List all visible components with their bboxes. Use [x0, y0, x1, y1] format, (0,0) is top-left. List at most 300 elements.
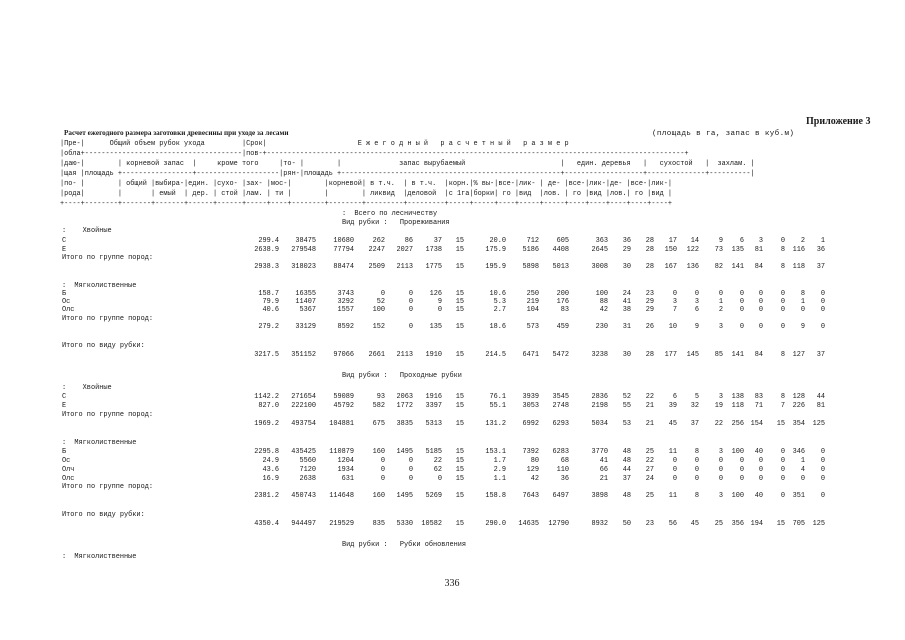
table-cell: 44: [816, 393, 825, 401]
table-cell: 36: [560, 475, 569, 483]
table-cell: 100: [731, 492, 744, 500]
table-cell: 36: [622, 237, 631, 245]
table-cell: 8: [694, 448, 699, 456]
table-cell: 0: [820, 323, 825, 331]
appendix-label: Приложение 3: [806, 116, 871, 127]
table-cell: 85: [714, 351, 723, 359]
table-cell: 38: [622, 306, 631, 314]
table-cell: Б: [62, 290, 67, 298]
table-cell: 0: [800, 475, 805, 483]
table-cell: 2027: [396, 246, 413, 254]
table-cell: 15: [455, 393, 464, 401]
table-cell: 1775: [425, 263, 442, 271]
table-cell: 7392: [522, 448, 539, 456]
table-cell: 48: [622, 457, 631, 465]
table-cell: 2836: [591, 393, 608, 401]
table-cell: 0: [780, 298, 785, 306]
table-cell: 15: [455, 351, 464, 359]
table-cell: 15: [455, 457, 464, 465]
table-cell: Ос: [62, 457, 71, 465]
table-cell: 45: [668, 420, 677, 428]
table-cell: 0: [739, 323, 744, 331]
table-cell: 2645: [591, 246, 608, 254]
table-cell: 3397: [425, 402, 442, 410]
table-cell: 3008: [591, 263, 608, 271]
table-cell: 83: [754, 393, 763, 401]
table-cell: 138: [731, 393, 744, 401]
table-cell: 29: [622, 246, 631, 254]
table-cell: 573: [526, 323, 539, 331]
table-cell: 3: [718, 448, 723, 456]
total-label: Итого по виду рубки:: [62, 342, 145, 350]
cut-type-heading: Вид рубки : Рубки обновления: [342, 541, 467, 549]
table-cell: 0: [739, 475, 744, 483]
table-cell: 10582: [421, 520, 442, 528]
table-cell: 271654: [291, 393, 316, 401]
table-cell: 8: [780, 393, 785, 401]
table-cell: 15: [455, 402, 464, 410]
table-cell: 131.2: [485, 420, 506, 428]
table-cell: 605: [556, 237, 569, 245]
table-cell: 135: [731, 246, 744, 254]
table-cell: 3835: [396, 420, 413, 428]
table-cell: 160: [372, 448, 385, 456]
group-label: : Мягколиственные: [62, 439, 137, 447]
table-cell: 0: [780, 290, 785, 298]
table-cell: 81: [754, 246, 763, 254]
table-cell: 1738: [425, 246, 442, 254]
table-cell: 176: [556, 298, 569, 306]
table-cell: 0: [800, 306, 805, 314]
table-cell: 493754: [291, 420, 316, 428]
table-cell: 195.9: [485, 263, 506, 271]
table-cell: 3770: [591, 448, 608, 456]
table-cell: 55: [622, 402, 631, 410]
table-cell: 0: [672, 466, 677, 474]
table-cell: 835: [372, 520, 385, 528]
table-cell: 0: [380, 475, 385, 483]
table-cell: 3743: [337, 290, 354, 298]
table-cell: Олс: [62, 306, 75, 314]
table-cell: 40.6: [262, 306, 279, 314]
table-cell: 23: [645, 520, 654, 528]
table-cell: 3: [718, 393, 723, 401]
table-cell: 9: [800, 323, 805, 331]
table-cell: 37: [622, 475, 631, 483]
table-cell: 3898: [591, 492, 608, 500]
table-cell: 48: [622, 492, 631, 500]
table-cell: 11: [668, 448, 677, 456]
table-cell: 0: [820, 290, 825, 298]
table-cell: 8592: [337, 323, 354, 331]
table-cell: 127: [792, 351, 805, 359]
table-cell: 15: [455, 306, 464, 314]
table-cell: 14635: [518, 520, 539, 528]
table-cell: 7: [672, 306, 677, 314]
table-cell: 0: [780, 237, 785, 245]
report-table: [60, 140, 840, 580]
table-cell: 77794: [333, 246, 354, 254]
table-cell: 177: [664, 351, 677, 359]
cut-type-heading: Вид рубки : Прореживания: [342, 219, 450, 227]
table-cell: 290.0: [485, 520, 506, 528]
table-cell: 8: [800, 290, 805, 298]
table-cell: 2198: [591, 402, 608, 410]
table-cell: 28: [645, 246, 654, 254]
table-cell: 0: [694, 475, 699, 483]
table-cell: 1: [800, 298, 805, 306]
table-cell: 141: [731, 263, 744, 271]
table-cell: 0: [408, 306, 413, 314]
table-cell: 152: [372, 323, 385, 331]
total-row: [60, 492, 840, 501]
table-cell: 194: [750, 520, 763, 528]
table-cell: 5: [694, 393, 699, 401]
table-row: [60, 393, 840, 402]
table-cell: 122: [686, 246, 699, 254]
table-cell: 25: [645, 492, 654, 500]
table-cell: 14: [690, 237, 699, 245]
table-row: [60, 457, 840, 466]
table-cell: 4: [800, 466, 805, 474]
table-cell: 0: [820, 475, 825, 483]
table-cell: 2.9: [493, 466, 506, 474]
table-cell: 450743: [291, 492, 316, 500]
units-note: (площадь в га, запас в куб.м): [652, 130, 795, 138]
table-cell: 136: [686, 263, 699, 271]
table-cell: 712: [526, 237, 539, 245]
table-cell: 175.9: [485, 246, 506, 254]
table-cell: 351: [792, 492, 805, 500]
table-cell: 5330: [396, 520, 413, 528]
table-cell: 10.6: [489, 290, 506, 298]
table-cell: 25: [714, 520, 723, 528]
total-row: [60, 520, 840, 529]
table-cell: 128: [792, 393, 805, 401]
table-cell: 5186: [522, 246, 539, 254]
table-cell: 15: [455, 520, 464, 528]
table-cell: 118: [792, 263, 805, 271]
table-cell: 97066: [333, 351, 354, 359]
table-cell: 827.0: [258, 402, 279, 410]
table-cell: 150: [664, 246, 677, 254]
table-cell: 158.7: [258, 290, 279, 298]
table-cell: Е: [62, 402, 67, 410]
table-cell: 22: [645, 393, 654, 401]
table-cell: 25: [645, 448, 654, 456]
table-cell: 2938.3: [254, 263, 279, 271]
table-cell: 0: [408, 298, 413, 306]
table-cell: 15: [455, 263, 464, 271]
table-row: [60, 448, 840, 457]
table-cell: 48: [622, 448, 631, 456]
table-cell: 6283: [552, 448, 569, 456]
table-cell: 145: [686, 351, 699, 359]
table-cell: 23: [645, 290, 654, 298]
table-cell: 24: [645, 475, 654, 483]
table-cell: 43.6: [262, 466, 279, 474]
table-cell: 42: [530, 475, 539, 483]
table-cell: 11: [668, 492, 677, 500]
table-cell: Б: [62, 448, 67, 456]
table-cell: 5898: [522, 263, 539, 271]
table-cell: 2638.9: [254, 246, 279, 254]
table-cell: 9: [437, 298, 442, 306]
table-row: [60, 475, 840, 484]
table-cell: 0: [820, 448, 825, 456]
table-cell: 37: [816, 351, 825, 359]
table-cell: 135: [429, 323, 442, 331]
table-cell: 22: [714, 420, 723, 428]
table-cell: 4350.4: [254, 520, 279, 528]
table-cell: 56: [668, 520, 677, 528]
table-cell: 110: [556, 466, 569, 474]
table-cell: 24: [622, 290, 631, 298]
table-cell: 3939: [522, 393, 539, 401]
table-cell: 15: [455, 475, 464, 483]
table-header-line: |даю-| | корневой запас | кроме того |то- | | запас вырубаемый | един. деревья | сухостой | захлам. |: [60, 160, 755, 168]
table-cell: 6293: [552, 420, 569, 428]
table-cell: 299.4: [258, 237, 279, 245]
table-cell: 2063: [396, 393, 413, 401]
table-cell: 2295.8: [254, 448, 279, 456]
table-cell: 17: [668, 237, 677, 245]
table-cell: 6: [694, 306, 699, 314]
table-cell: 0: [718, 466, 723, 474]
table-cell: 1.1: [493, 475, 506, 483]
table-cell: 40: [754, 448, 763, 456]
table-cell: 41: [622, 298, 631, 306]
table-cell: 79.9: [262, 298, 279, 306]
table-cell: 3: [694, 298, 699, 306]
table-cell: 53: [622, 420, 631, 428]
table-cell: 40: [754, 492, 763, 500]
table-cell: 45792: [333, 402, 354, 410]
table-cell: 15: [455, 492, 464, 500]
table-cell: 31: [622, 323, 631, 331]
table-cell: 0: [758, 298, 763, 306]
table-cell: 1916: [425, 393, 442, 401]
table-cell: 230: [595, 323, 608, 331]
table-cell: 29: [645, 306, 654, 314]
table-cell: 1772: [396, 402, 413, 410]
table-cell: 153.1: [485, 448, 506, 456]
table-cell: 66: [599, 466, 608, 474]
table-cell: 226: [792, 402, 805, 410]
table-cell: 3: [758, 237, 763, 245]
table-cell: 0: [718, 457, 723, 465]
table-cell: 279.2: [258, 323, 279, 331]
table-cell: 21: [645, 402, 654, 410]
table-cell: 7120: [299, 466, 316, 474]
table-cell: 116: [792, 246, 805, 254]
table-cell: 0: [758, 323, 763, 331]
table-cell: 0: [780, 306, 785, 314]
table-cell: 68: [560, 457, 569, 465]
table-cell: 9: [694, 323, 699, 331]
table-cell: 0: [408, 290, 413, 298]
table-cell: 22: [645, 457, 654, 465]
table-cell: 250: [526, 290, 539, 298]
table-cell: 214.5: [485, 351, 506, 359]
table-cell: 8932: [591, 520, 608, 528]
table-cell: Ос: [62, 298, 71, 306]
table-cell: 2381.2: [254, 492, 279, 500]
table-cell: 104: [526, 306, 539, 314]
table-cell: 346: [792, 448, 805, 456]
table-cell: 3053: [522, 402, 539, 410]
table-cell: 0: [408, 466, 413, 474]
table-cell: 8: [780, 351, 785, 359]
document-title: Расчет ежегодного размера заготовки древесины при уходе за лесами: [64, 129, 289, 137]
table-cell: 86: [404, 237, 413, 245]
table-cell: 3217.5: [254, 351, 279, 359]
table-cell: 5013: [552, 263, 569, 271]
table-cell: 84: [754, 263, 763, 271]
table-cell: 81: [816, 402, 825, 410]
table-cell: 141: [731, 351, 744, 359]
table-cell: 154: [750, 420, 763, 428]
table-cell: 21: [645, 420, 654, 428]
table-cell: 100: [372, 306, 385, 314]
table-cell: 3: [718, 492, 723, 500]
table-cell: 2113: [396, 351, 413, 359]
table-cell: 1204: [337, 457, 354, 465]
total-row: [60, 263, 840, 272]
table-cell: 15: [455, 246, 464, 254]
table-cell: 82: [714, 263, 723, 271]
group-label: : Мягколиственные: [62, 553, 137, 561]
table-cell: 44: [622, 466, 631, 474]
table-cell: 80: [530, 457, 539, 465]
table-cell: 5313: [425, 420, 442, 428]
table-cell: 10: [668, 323, 677, 331]
table-cell: Олс: [62, 475, 75, 483]
table-cell: 2748: [552, 402, 569, 410]
table-cell: 50: [622, 520, 631, 528]
table-cell: 0: [780, 323, 785, 331]
table-row: [60, 306, 840, 315]
table-cell: 28: [645, 351, 654, 359]
table-cell: 5472: [552, 351, 569, 359]
table-cell: 6: [672, 393, 677, 401]
table-cell: 39: [668, 402, 677, 410]
table-cell: 0: [820, 457, 825, 465]
table-cell: 1142.2: [254, 393, 279, 401]
table-cell: 42: [599, 306, 608, 314]
table-cell: 2509: [368, 263, 385, 271]
table-cell: 55.1: [489, 402, 506, 410]
table-cell: 16.9: [262, 475, 279, 483]
table-cell: 0: [780, 492, 785, 500]
table-cell: 1910: [425, 351, 442, 359]
table-cell: 0: [820, 298, 825, 306]
cut-type-heading: Вид рубки : Проходные рубки: [342, 372, 462, 380]
table-header-line: |по- | | общий |выбира-|един. |сухо- |зах- |мос-| |корневой| в т.ч. | в т.ч. |корн.|% вы-|все-|лик- | де- |все-|лик-|де- |все-|лик-|: [60, 180, 672, 188]
table-cell: 2.7: [493, 306, 506, 314]
table-cell: 30: [622, 351, 631, 359]
group-label: : Мягколиственные: [62, 282, 137, 290]
table-cell: 100: [595, 290, 608, 298]
table-header-line: |Пре-| Общий объем рубок ухода |Срок| Е ж е г о д н ы й р а с ч е т н ы й р а з м е р: [60, 140, 569, 148]
table-cell: 88: [599, 298, 608, 306]
table-cell: 0: [739, 466, 744, 474]
table-cell: 27: [645, 466, 654, 474]
table-cell: 1495: [396, 492, 413, 500]
table-cell: 0: [380, 466, 385, 474]
table-cell: 52: [376, 298, 385, 306]
table-cell: 7: [780, 402, 785, 410]
table-cell: 0: [672, 457, 677, 465]
table-cell: 7643: [522, 492, 539, 500]
table-cell: Е: [62, 246, 67, 254]
table-cell: 15: [455, 448, 464, 456]
table-cell: 15: [455, 466, 464, 474]
table-cell: 0: [780, 457, 785, 465]
table-cell: 15: [455, 298, 464, 306]
table-cell: 0: [739, 298, 744, 306]
table-cell: 24.9: [262, 457, 279, 465]
table-cell: 0: [758, 290, 763, 298]
table-cell: 3238: [591, 351, 608, 359]
table-cell: 1: [820, 237, 825, 245]
total-label: Итого по виду рубки:: [62, 511, 145, 519]
total-row: [60, 323, 840, 332]
table-cell: 3292: [337, 298, 354, 306]
table-cell: 37: [816, 263, 825, 271]
table-cell: 6: [739, 237, 744, 245]
table-cell: 88474: [333, 263, 354, 271]
table-cell: 0: [437, 475, 442, 483]
table-cell: 2247: [368, 246, 385, 254]
table-cell: 15: [776, 520, 785, 528]
table-cell: 354: [792, 420, 805, 428]
table-cell: 1495: [396, 448, 413, 456]
table-cell: 3: [718, 323, 723, 331]
table-row: [60, 402, 840, 411]
table-cell: 73: [714, 246, 723, 254]
table-cell: 15: [455, 290, 464, 298]
table-cell: 9: [718, 237, 723, 245]
table-cell: 20.0: [489, 237, 506, 245]
table-cell: 5185: [425, 448, 442, 456]
table-cell: 84: [754, 351, 763, 359]
table-cell: 12790: [548, 520, 569, 528]
table-cell: 631: [341, 475, 354, 483]
table-cell: 0: [758, 475, 763, 483]
table-cell: 262: [372, 237, 385, 245]
table-cell: 4408: [552, 246, 569, 254]
table-cell: 5367: [299, 306, 316, 314]
table-cell: 19: [714, 402, 723, 410]
table-cell: 3: [672, 298, 677, 306]
table-cell: Олч: [62, 466, 75, 474]
table-cell: 0: [408, 323, 413, 331]
table-cell: 582: [372, 402, 385, 410]
table-cell: 2638: [299, 475, 316, 483]
table-cell: 28: [645, 237, 654, 245]
table-row: [60, 466, 840, 475]
table-cell: 363: [595, 237, 608, 245]
table-cell: 129: [526, 466, 539, 474]
table-cell: 356: [731, 520, 744, 528]
table-cell: 351152: [291, 351, 316, 359]
table-cell: С: [62, 393, 67, 401]
table-cell: 110879: [329, 448, 354, 456]
table-cell: 459: [556, 323, 569, 331]
table-cell: 6471: [522, 351, 539, 359]
table-cell: 5560: [299, 457, 316, 465]
